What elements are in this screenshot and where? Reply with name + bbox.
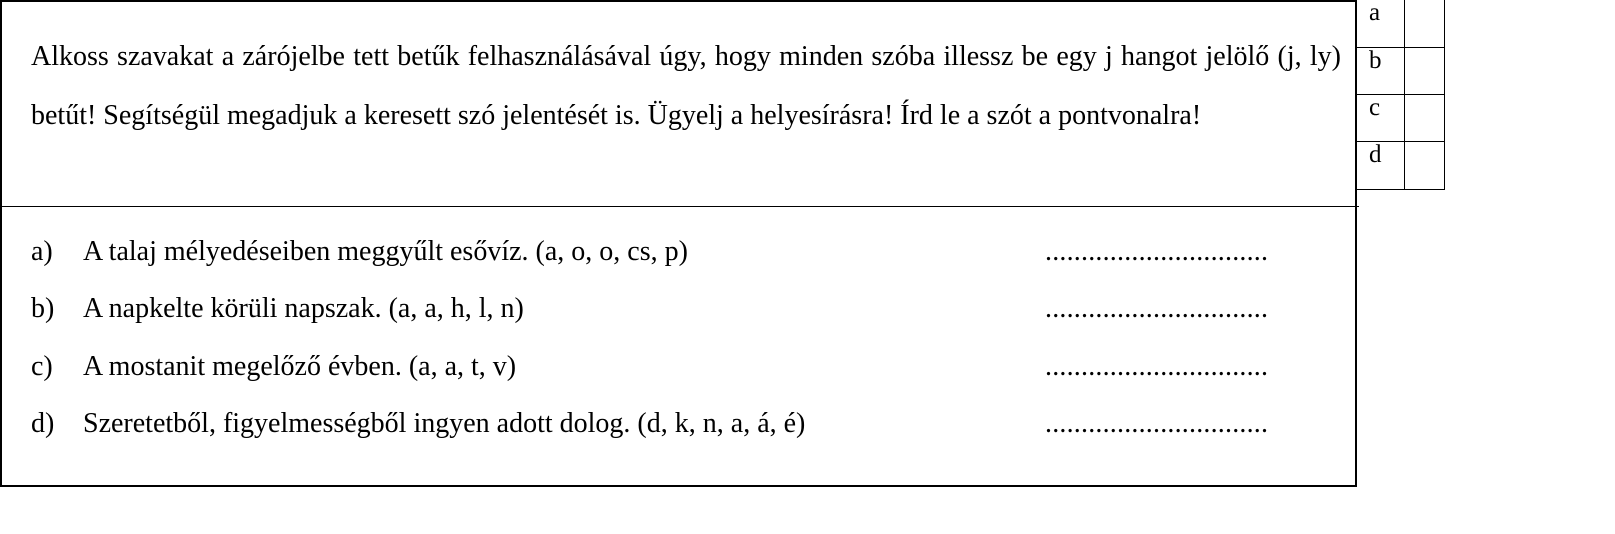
task-items: [31, 234, 1341, 463]
answer-line[interactable]: ...............................: [1045, 407, 1269, 439]
item-letter: b): [31, 293, 55, 325]
score-cell[interactable]: [1404, 95, 1444, 142]
item-clue: Szeretetből, figyelmességből ingyen adott dolog. (d, k, n, a, á, é): [83, 407, 806, 439]
score-cell[interactable]: [1404, 47, 1444, 94]
item-clue: A talaj mélyedéseiben meggyűlt esővíz. (a, o, o, cs, p): [83, 236, 688, 267]
score-label: b: [1357, 47, 1404, 94]
item-letter: d): [31, 407, 55, 439]
item-letter: a): [31, 236, 53, 267]
task-item-c: [31, 349, 1341, 406]
answer-line[interactable]: ...............................: [1045, 350, 1269, 382]
score-table: [1357, 0, 1445, 190]
answer-line[interactable]: ...............................: [1045, 236, 1269, 267]
divider: [2, 206, 1359, 207]
item-clue: A napkelte körüli napszak. (a, a, h, l, n): [83, 293, 524, 325]
item-clue: A mostanit megelőző évben. (a, a, t, v): [83, 350, 517, 382]
score-cell[interactable]: [1404, 142, 1444, 189]
score-cell[interactable]: [1404, 0, 1444, 47]
task-item-d: [31, 406, 1341, 463]
score-row-d: [1357, 142, 1444, 189]
score-label: c: [1357, 95, 1404, 142]
score-label: d: [1357, 142, 1404, 189]
score-row-a: [1357, 0, 1444, 47]
task-item-a: [31, 234, 1341, 291]
score-label: a: [1357, 0, 1404, 47]
task-item-b: [31, 291, 1341, 348]
score-row-c: [1357, 95, 1444, 142]
score-row-b: [1357, 47, 1444, 94]
item-letter: c): [31, 350, 53, 382]
task-instruction: Alkoss szavakat a zárójelbe tett betűk felhasználásával úgy, hogy minden szóba illessz be egy j hangot jelölő (j, ly) betűt! Segítségül megadjuk a keresett szó jelentését is. Ügyelj a helyesírásra! Írd le a szót a pontvonalra!: [31, 41, 1341, 131]
answer-line[interactable]: ...............................: [1045, 293, 1269, 325]
